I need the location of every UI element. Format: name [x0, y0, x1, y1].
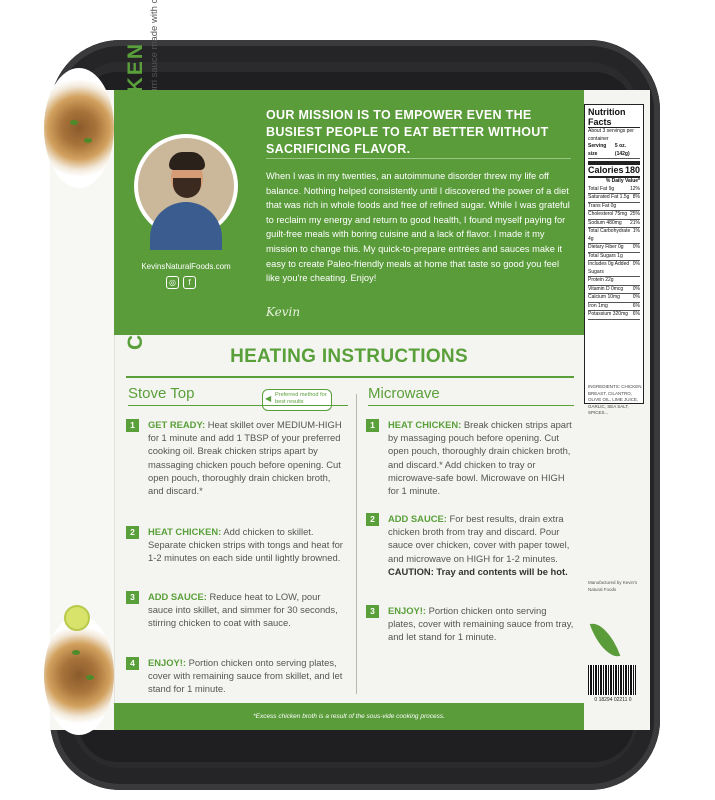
- step-text: ENJOY!: Portion chicken onto serving plates, cover with remaining sauce from skillet, and let stand for 1 minute.: [148, 657, 343, 695]
- column-divider: [356, 394, 357, 694]
- nutrient-row: Total Sugars 1g: [588, 253, 640, 262]
- nutrient-rows: [588, 186, 640, 320]
- distributor-info: Manufactured by Kevin's Natural Foods: [588, 580, 638, 592]
- website-label: KevinsNaturalFoods.com: [141, 262, 231, 271]
- nutrient-row: Saturated Fat 1.5g 8%: [588, 194, 640, 203]
- step-text: ADD SAUCE: For best results, drain extra chicken broth from tray and discard. Pour sauce over chicken, cover with paper towel, and microwave on HIGH for 1-2 minutes. CAUTION: Tray and contents will be hot.: [388, 513, 570, 577]
- herb-garnish: [84, 138, 92, 143]
- facebook-icon: f: [183, 276, 196, 289]
- step-text: HEAT CHICKEN: Add chicken to skillet. Separate chicken strips with tongs and heat for 1-2 minutes on each side until lightly browned.: [148, 526, 343, 564]
- nutrient-row: Includes 0g Added Sugars 0%: [588, 261, 640, 277]
- step-number-badge: 2: [366, 513, 379, 526]
- step-text: ADD SAUCE: Reduce heat to LOW, pour sauce into skillet, and simmer for 30 seconds, stirring chicken to coat with sauce.: [148, 591, 338, 629]
- nutrition-title: Nutrition Facts: [588, 107, 640, 128]
- preferred-method-badge: ◀ Preferred method for best results: [262, 389, 332, 411]
- footnote-bar: *Excess chicken broth is a result of the sous-vide cooking process.: [114, 703, 584, 730]
- mission-panel: [114, 90, 584, 335]
- barcode: [588, 665, 636, 695]
- nutrient-row: Cholesterol 75mg 25%: [588, 211, 640, 220]
- step-number-badge: 1: [366, 419, 379, 432]
- social-icons: [166, 276, 196, 289]
- microwave-divider: [368, 405, 574, 406]
- ingredients-text: INGREDIENTS: CHICKEN BREAST, CILANTRO, OLIVE OIL, LIME JUICE, GARLIC, SEA SALT, SPICES...: [588, 384, 642, 415]
- signature: Kevin: [266, 305, 301, 319]
- title-divider: [126, 376, 574, 378]
- stove-top-divider: [128, 405, 348, 406]
- herb-garnish: [86, 675, 94, 680]
- nutrient-row: Calcium 10mg 0%: [588, 294, 640, 303]
- stove-step-3: [126, 590, 348, 630]
- stove-step-1: [126, 418, 348, 497]
- microwave-step-2: [366, 512, 574, 578]
- founder-avatar: [134, 134, 238, 238]
- barcode-number: 0 18294 02211 0: [594, 697, 632, 703]
- package-spine: [50, 90, 115, 730]
- microwave-step-3: [366, 604, 574, 644]
- nutrient-row: Sodium 480mg 21%: [588, 220, 640, 229]
- arrow-icon: ◀: [265, 394, 272, 403]
- herb-garnish: [70, 120, 78, 125]
- step-text: GET READY: Heat skillet over MEDIUM-HIGH for 1 minute and add 1 TBSP of your preferred cooking oil. Break chicken strips apart by massaging chicken pouch before opening. Cut open pouch, thoroughly drain chicken broth, and discard.*: [148, 419, 342, 497]
- step-text: HEAT CHICKEN: Break chicken strips apart by massaging pouch before opening. Cut open pouch, thoroughly drain chicken broth, and discard.* Add chicken to tray or microwave-safe bowl. Microwave on HIGH for 1 minute.: [388, 419, 572, 497]
- mission-statement: OUR MISSION IS TO EMPOWER EVEN THE BUSIEST PEOPLE TO EAT BETTER WITHOUT SACRIFICING FLAVOR.: [266, 108, 549, 156]
- nutrient-row: Total Carbohydrate 4g 1%: [588, 228, 640, 244]
- step-number-badge: 3: [366, 605, 379, 618]
- microwave-heading: Microwave: [368, 385, 440, 402]
- servings-per-container: About 3 servings per container: [588, 128, 634, 142]
- step-number-badge: 4: [126, 657, 139, 670]
- nutrient-row: Iron 1mg 6%: [588, 303, 640, 312]
- nutrient-row: Protein 22g: [588, 277, 640, 286]
- founder-bio: When I was in my twenties, an autoimmune disorder threw my life off balance. Nothing helped consistently until I discovered the power of a diet that was rich in whole foods and free of refined sugar. While I was grateful to reclaim my energy and return to good health, I found myself paying for guilt-free meals with boring cuisine and a lack of flavor. I made it my mission to change this. My quick-to-prepare entrées and sauces make it easy to create Paleo-friendly meals at home that taste so good you feel like you're cheating. Enjoy!: [266, 171, 570, 284]
- nutrient-row: Trans Fat 0g: [588, 203, 640, 212]
- microwave-step-1: [366, 418, 574, 497]
- heating-instructions-title: HEATING INSTRUCTIONS: [230, 346, 468, 367]
- stove-top-heading: Stove Top: [128, 385, 195, 402]
- lime-wedge: [64, 605, 90, 631]
- herb-garnish: [72, 650, 80, 655]
- step-number-badge: 2: [126, 526, 139, 539]
- stove-step-2: [126, 525, 348, 565]
- food-plate-image-top: [44, 68, 114, 188]
- instagram-icon: ◎: [166, 276, 179, 289]
- step-number-badge: 3: [126, 591, 139, 604]
- nutrient-row: Potassium 320mg 6%: [588, 311, 640, 320]
- mission-divider: [266, 158, 571, 159]
- nutrient-row: Dietary Fiber 0g 0%: [588, 244, 640, 253]
- nutrient-row: Vitamin D 0mcg 0%: [588, 286, 640, 295]
- calories-row: Calories 180: [588, 161, 640, 178]
- daily-value-header: % Daily Value*: [605, 178, 640, 184]
- step-text: ENJOY!: Portion chicken onto serving plates, cover with remaining sauce from tray, and let stand for 1 minute.: [388, 605, 574, 643]
- step-number-badge: 1: [126, 419, 139, 432]
- serving-size-row: Serving size 5 oz. (142g): [588, 143, 640, 159]
- nutrient-row: Total Fat 9g 12%: [588, 186, 640, 195]
- nutrition-facts-panel: [584, 104, 644, 404]
- stove-step-4: [126, 656, 348, 696]
- food-plate-image-bottom: [44, 615, 114, 735]
